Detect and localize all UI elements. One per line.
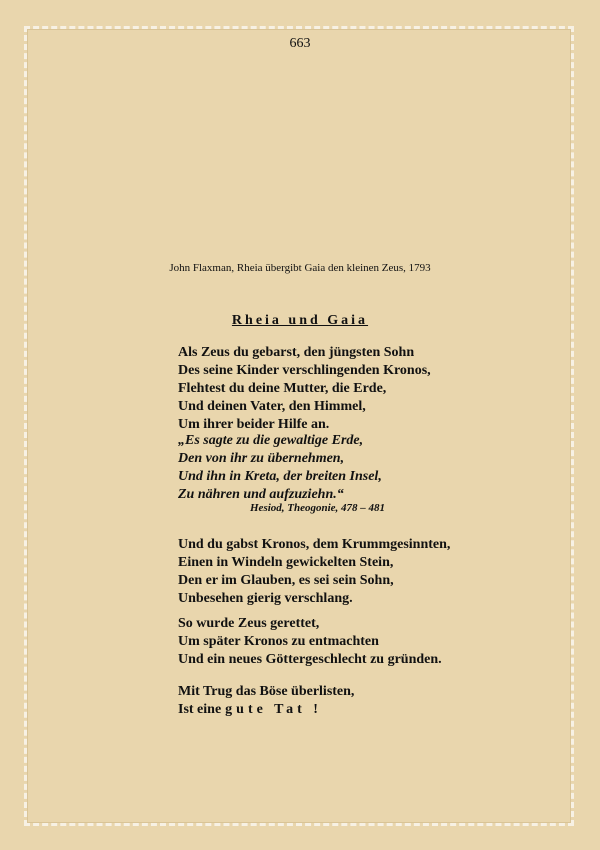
quote-line: Und ihn in Kreta, der breiten Insel,	[178, 469, 382, 484]
verse-line: Um ihrer beider Hilfe an.	[178, 417, 330, 432]
stanza-3	[178, 536, 450, 608]
verse-line: Und du gabst Kronos, dem Krummgesinnten,	[178, 537, 451, 552]
page-number: 663	[289, 36, 311, 51]
image-caption: John Flaxman, Rheia übergibt Gaia den kleinen Zeus, 1793	[169, 262, 431, 274]
hesiod-quote	[178, 432, 382, 504]
poem-title: Rheia und Gaia	[231, 313, 369, 328]
verse-line: Und ein neues Göttergeschlecht zu gründen.	[178, 652, 442, 667]
final-line-prefix: Ist eine	[178, 702, 222, 717]
quote-line: Den von ihr zu übernehmen,	[178, 451, 345, 466]
verse-line: Als Zeus du gebarst, den jüngsten Sohn	[178, 345, 415, 360]
stanza-1	[178, 344, 431, 434]
verse-line-final	[178, 701, 354, 719]
quote-line: Zu nähren und aufzuziehn.“	[178, 487, 344, 502]
verse-line: Den er im Glauben, es sei sein Sohn,	[178, 573, 394, 588]
verse-line: Des seine Kinder verschlingenden Kronos,	[178, 363, 431, 378]
verse-line: Unbesehen gierig verschlang.	[178, 591, 353, 606]
quote-line: „Es sagte zu die gewaltige Erde,	[178, 433, 364, 448]
stanza-5	[178, 683, 354, 719]
verse-line: Um später Kronos zu entmachten	[178, 634, 379, 649]
verse-line: So wurde Zeus gerettet,	[178, 616, 320, 631]
verse-line: Und deinen Vater, den Himmel,	[178, 399, 366, 414]
stanza-4	[178, 615, 442, 669]
final-line-emphasis: gute Tat !	[225, 702, 322, 717]
verse-line: Einen in Windeln gewickelten Stein,	[178, 555, 394, 570]
verse-line: Flehtest du deine Mutter, die Erde,	[178, 381, 387, 396]
quote-citation: Hesiod, Theogonie, 478 – 481	[250, 502, 386, 514]
verse-line: Mit Trug das Böse überlisten,	[178, 684, 355, 699]
